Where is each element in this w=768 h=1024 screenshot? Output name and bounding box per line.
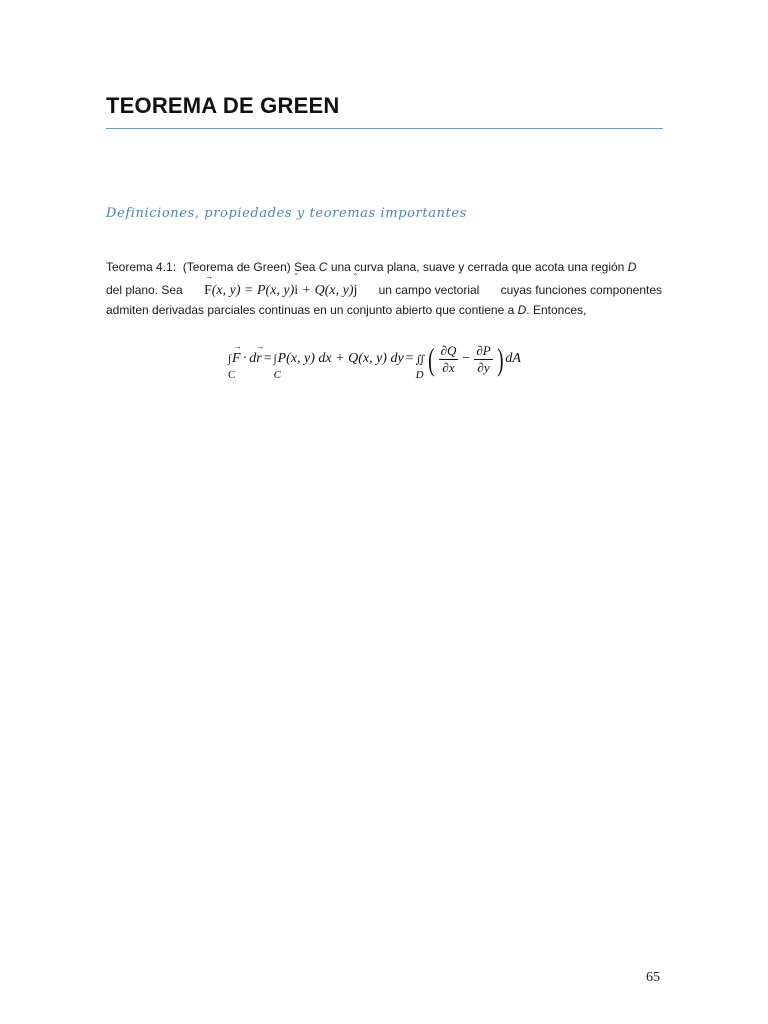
line-integral-symbol <box>273 353 281 381</box>
double-integral-symbol <box>415 353 425 381</box>
integral-sign: ∬ <box>415 353 425 366</box>
section-heading: Definiciones, propiedades y teoremas importantes <box>106 206 467 221</box>
minus-sign: − <box>462 351 471 366</box>
fraction-denominator: ∂y <box>477 359 490 375</box>
integral-subscript: D <box>415 368 424 381</box>
unit-vector-j: ˆ j <box>353 281 357 301</box>
vector-F: → F <box>204 281 212 301</box>
theorem-text: una curva plana, suave y cerrada que acota una región <box>330 260 625 274</box>
dot-operator: · <box>242 351 248 366</box>
left-parenthesis: ( <box>428 341 435 377</box>
vector-r: → r <box>256 351 261 367</box>
unit-vector-i: ˆ i <box>294 281 298 301</box>
theorem-text: . Entonces, <box>526 303 587 317</box>
curve-symbol: C <box>318 260 328 274</box>
line-integral-symbol <box>228 353 236 381</box>
area-differential: dA <box>505 351 521 366</box>
fraction-dP-dy <box>474 343 492 376</box>
theorem-line-1 <box>106 257 662 277</box>
theorem-text: cuyas funciones componentes <box>500 283 662 297</box>
integral-sign: ∫ <box>273 353 277 365</box>
integral-subscript: C <box>273 369 281 381</box>
theorem-line-3 <box>106 300 662 320</box>
fraction-numerator: ∂P <box>476 342 491 358</box>
region-symbol: D <box>517 303 527 317</box>
field-args: (x, y) = P(x, y) <box>211 283 295 298</box>
theorem-text: (Teorema de Green) Sea <box>182 260 316 274</box>
theorem-text: del plano. Sea <box>106 283 183 297</box>
integral-sign: ∫ <box>228 353 232 365</box>
fraction-dQ-dx <box>439 343 459 376</box>
theorem-text: admiten derivadas parciales continuas en un conjunto abierto que contiene a <box>106 303 515 317</box>
fraction-numerator: ∂Q <box>440 342 457 358</box>
fraction-denominator: ∂x <box>442 359 455 375</box>
equals-sign: = <box>405 351 414 366</box>
theorem-text: un campo vectorial <box>378 283 480 297</box>
page-number: 65 <box>646 970 660 985</box>
vector-F: → F <box>232 351 241 367</box>
field-plus: + Q(x, y) <box>298 283 354 298</box>
differential-d: d <box>249 351 257 366</box>
region-symbol: D <box>627 260 637 274</box>
green-theorem-equation <box>228 337 521 381</box>
right-parenthesis: ) <box>496 341 504 377</box>
vector-field-expression <box>204 281 357 301</box>
theorem-label: Teorema 4.1: <box>106 260 177 274</box>
theorem-line-2 <box>106 280 662 300</box>
chapter-title: TEOREMA DE GREEN <box>106 93 340 118</box>
title-underline <box>106 128 663 129</box>
line-integral-integrand: P(x, y) dx + Q(x, y) dy <box>277 351 404 366</box>
equals-sign: = <box>263 351 272 366</box>
integral-subscript: C <box>228 369 236 381</box>
